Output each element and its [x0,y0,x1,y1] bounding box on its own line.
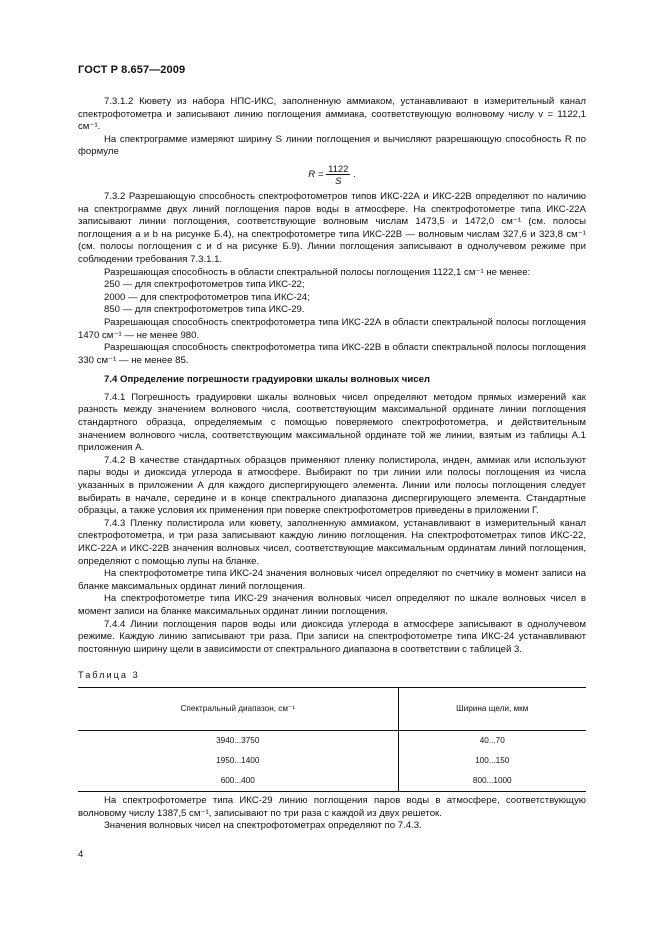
paragraph-7-4-1: 7.4.1 Погрешность градуировки шкалы волновых чисел определяют методом прямых измерений как разность между значением волнового числа, соответствующим максимальной ординате линии поглощения стандартного образца, определяемым с помощью поверяемого спектрофотометра, и действительным значением волнового числа, соответствующим максимальной ординате той же линии, взятым из таблицы А.1 приложения А. [78,391,586,454]
section-heading-7-4: 7.4 Определение погрешности градуировки шкалы волновых чисел [104,374,431,386]
table-cell-range: 600...400 [78,771,398,792]
table-cell-slit-width: 40...70 [479,735,505,745]
paragraph-iks29: На спектрофотометре типа ИКС-29 значения волновых чисел определяют по шкале волновых чисел в момент записи на бланке максимальных ординат линии поглощения. [78,593,586,617]
table-row [78,771,586,792]
table-row [78,730,586,751]
formula-lhs: R = [308,169,324,180]
formula-fraction [326,163,350,186]
document-header: ГОСТ Р 8.657—2009 [78,64,186,76]
paragraph-7-3-1-2: 7.3.1.2 Кювету из набора НПС-ИКС, заполненную аммиаком, устанавливают в измерительный канал спектрофотометра и записывают линию поглощения аммиака, соответствующую волновому числу v = 1122,1 см⁻¹. [78,96,586,133]
resolution-formula [78,163,586,186]
paragraph-after-table: На спектрофотометре типа ИКС-29 линию поглощения паров воды в атмосфере, соответствующую волновому числу 1387,5 см⁻¹, записывают по три раза с каждой из двух решеток. [78,794,586,819]
table-3-caption: Таблица 3 [78,670,140,681]
paragraph-iks24: На спектрофотометре типа ИКС-24 значения волновых чисел определяют по счетчику в момент записи на бланке максимальных ординат линий поглощения. [78,568,586,592]
document-body [78,96,586,833]
table-cell-slit-width: 800...1000 [398,771,586,792]
table-cell-slit-width: 100...150 [475,755,510,765]
paragraph-7-3-2: 7.3.2 Разрешающую способность спектрофотометров типов ИКС-22А и ИКС-22В определяют по наличию на спектрограмме двух линий поглощения паров воды в атмосфере. На спектрофотометре типа ИКС-22А записывают линии поглощения, соответствующие волновым числам 1473,5 и 1472,0 см⁻¹ (см. полосы поглощения a и b на рисунке Б.4), на спектрофотометре типа ИКС-22В — волновым числам 327,6 и 323,8 см⁻¹ (см. полосы поглощения c и d на рисунке Б.9). Линии поглощения записывают в однолучевом режиме при соблюдении требования 7.3.1.1. [78,190,586,265]
paragraph-7-4-2: 7.4.2 В качестве стандартных образцов применяют пленку полистирола, инден, аммиак или используют пары воды и диоксида углерода в атмосфере. Выбирают по три линии или полосы поглощения из числа указанных в приложении А для каждого диспергирующего элемента. Линии или полосы поглощения следует выбирать в начале, середине и в конце спектрального диапазона диспергирующего элемента. Стандартные образцы, а также условия их применения при поверке спектрофотометров приведены в приложении Г. [78,454,586,517]
page-number: 4 [78,849,84,860]
list-item-iks29: 850 — для спектрофотометров типа ИКС-29. [104,304,305,316]
list-item-iks22: 250 — для спектрофотометров типа ИКС-22; [104,279,305,291]
formula-numerator: 1122 [328,162,349,174]
list-item-iks24: 2000 — для спектрофотометров типа ИКС-24; [104,291,310,303]
formula-denominator: S [335,174,342,186]
paragraph-resolution-intro: Разрешающая способность в области спектральной полосы поглощения 1122,1 см⁻¹ не менее: [104,266,531,278]
table-cell-range: 1950...1400 [78,751,398,771]
paragraph-1470: Разрешающая способность спектрофотометра типа ИКС-22А в области спектральной полосы поглощения 1470 см⁻¹ — не менее 980. [78,316,586,341]
table-3 [78,687,586,792]
paragraph-spectrogram: На спектрограмме измеряют ширину S линии поглощения и вычисляют разрешающую способность R по формуле [78,133,586,158]
table-row [78,751,586,771]
paragraph-7-4-4: 7.4.4 Линии поглощения паров воды или диоксида углерода в атмосфере записывают в однолучевом режиме. Каждую линию записывают три раза. При записи на спектрофотометре типа ИКС-24 устанавливают постоянную ширину щели в зависимости от спектрального диапазона в соответствии с таблицей 3. [78,618,586,655]
formula-tail: . [353,169,356,180]
table-header-row [78,687,586,730]
table-cell-range: 3940...3750 [78,730,398,751]
column-header-range: Спектральный диапазон, см⁻¹ [78,687,398,730]
paragraph-final: Значения волновых чисел на спектрофотометрах определяют по 7.4.3. [104,820,422,832]
paragraph-7-4-3: 7.4.3 Пленку полистирола или кювету, заполненную аммиаком, устанавливают в измерительный канал спектрофотометра, и три раза записывают каждую линию поглощения. На спектрофотометрах типов ИКС-22, ИКС-22А и ИКС-22В значения волновых чисел, соответствующие максимальным ординатам линий поглощения, определяют с помощью лупы на бланке. [78,517,586,567]
paragraph-330: Разрешающая способность спектрофотометра типа ИКС-22В в области спектральной полосы поглощения 330 см⁻¹ — не менее 85. [78,342,586,366]
column-header-slit-width: Ширина щели, мкм [398,687,586,730]
